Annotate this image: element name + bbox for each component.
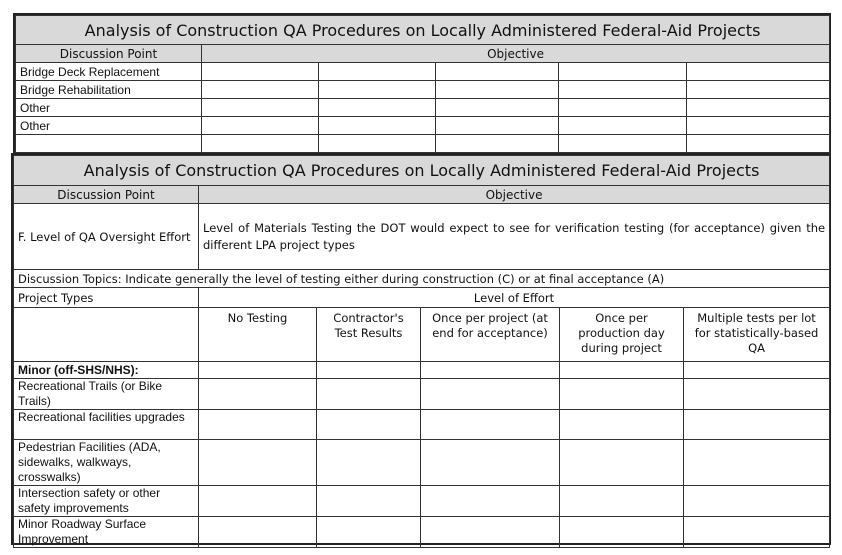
discussion-point-label: F. Level of QA Oversight Effort [14,204,199,270]
table-cell[interactable] [687,81,830,99]
project-type-label: Minor Roadway Surface Improvement [14,517,199,548]
table-cell[interactable] [421,362,560,379]
table-cell[interactable] [317,410,421,440]
table-cell[interactable] [202,63,319,81]
table-cell[interactable] [559,99,687,117]
table-1-objective-header: Objective [202,45,830,63]
table-cell[interactable] [317,486,421,517]
table-cell[interactable] [684,362,830,379]
effort-col-once-per-day: Once per production day during project [560,308,684,362]
table-cell[interactable] [421,410,560,440]
row-label [16,135,202,153]
table-row [14,410,830,440]
table-cell[interactable] [421,517,560,548]
table-row [16,99,830,117]
table-row [14,440,830,486]
table-cell[interactable] [317,517,421,548]
effort-col-no-testing: No Testing [199,308,317,362]
table-cell[interactable] [684,486,830,517]
table-cell[interactable] [560,440,684,486]
table-cell[interactable] [559,135,687,153]
table-cell[interactable] [319,63,436,81]
table-cell[interactable] [436,99,559,117]
table-cell[interactable] [684,517,830,548]
table-cell[interactable] [687,63,830,81]
table-row [14,362,830,379]
table-cell[interactable] [436,63,559,81]
table-cell[interactable] [687,99,830,117]
table-cell[interactable] [421,379,560,410]
table-cell[interactable] [319,135,436,153]
project-type-label: Pedestrian Facilities (ADA, sidewalks, walkways, crosswalks) [14,440,199,486]
table-cell[interactable] [317,440,421,486]
table-cell[interactable] [202,117,319,135]
table-2-title: Analysis of Construction QA Procedures on Locally Administered Federal-Aid Projects [14,156,830,186]
row-label: Bridge Deck Replacement [16,63,202,81]
table-cell[interactable] [319,117,436,135]
qa-analysis-table-1 [13,13,831,154]
row-label: Bridge Rehabilitation [16,81,202,99]
table-cell[interactable] [199,410,317,440]
table-2-grid [13,155,830,548]
table-cell[interactable] [560,486,684,517]
table-cell[interactable] [319,81,436,99]
project-type-label: Recreational Trails (or Bike Trails) [14,379,199,410]
table-cell[interactable] [202,99,319,117]
table-cell[interactable] [199,440,317,486]
table-row [14,517,830,548]
discussion-point-objective: Level of Materials Testing the DOT would expect to see for verification testing (for acceptance) given the different LPA project types [199,204,830,270]
table-1-title: Analysis of Construction QA Procedures on Locally Administered Federal-Aid Projects [16,16,830,45]
table-cell[interactable] [199,379,317,410]
table-cell[interactable] [559,117,687,135]
level-of-effort-header: Level of Effort [199,288,830,308]
qa-analysis-table-2 [11,153,831,545]
discussion-topics: Discussion Topics: Indicate generally the level of testing either during construction (C) or at final acceptance (A) [14,270,830,288]
project-type-label: Intersection safety or other safety improvements [14,486,199,517]
table-1-discussion-header: Discussion Point [16,45,202,63]
row-label: Other [16,99,202,117]
table-cell[interactable] [560,379,684,410]
table-row [16,81,830,99]
table-cell[interactable] [560,410,684,440]
table-cell[interactable] [317,362,421,379]
row-label: Other [16,117,202,135]
table-row [16,63,830,81]
table-row [14,379,830,410]
table-cell[interactable] [421,440,560,486]
table-2-discussion-header: Discussion Point [14,186,199,204]
table-cell[interactable] [319,99,436,117]
table-cell[interactable] [684,379,830,410]
table-row [16,135,830,153]
table-cell[interactable] [317,379,421,410]
table-row [14,486,830,517]
table-cell[interactable] [436,135,559,153]
table-cell[interactable] [560,517,684,548]
table-cell[interactable] [684,440,830,486]
table-cell[interactable] [436,81,559,99]
table-cell[interactable] [687,117,830,135]
table-cell[interactable] [421,486,560,517]
table-cell[interactable] [199,362,317,379]
table-cell[interactable] [559,63,687,81]
table-cell[interactable] [202,81,319,99]
effort-col-once-per-project: Once per project (at end for acceptance) [421,308,560,362]
table-2-objective-header: Objective [199,186,830,204]
project-type-label: Recreational facilities upgrades [14,410,199,440]
table-cell[interactable] [202,135,319,153]
table-cell[interactable] [559,81,687,99]
category-label: Minor (off-SHS/NHS): [14,362,199,379]
table-cell[interactable] [560,362,684,379]
effort-col-multiple-tests: Multiple tests per lot for statistically-based QA [684,308,830,362]
table-row [16,117,830,135]
table-cell[interactable] [436,117,559,135]
table-1-grid [15,15,830,153]
table-cell[interactable] [199,486,317,517]
table-cell[interactable] [687,135,830,153]
table-cell[interactable] [199,517,317,548]
table-cell [14,308,199,362]
table-cell[interactable] [684,410,830,440]
project-types-header: Project Types [14,288,199,308]
effort-col-contractor-results: Contractor's Test Results [317,308,421,362]
